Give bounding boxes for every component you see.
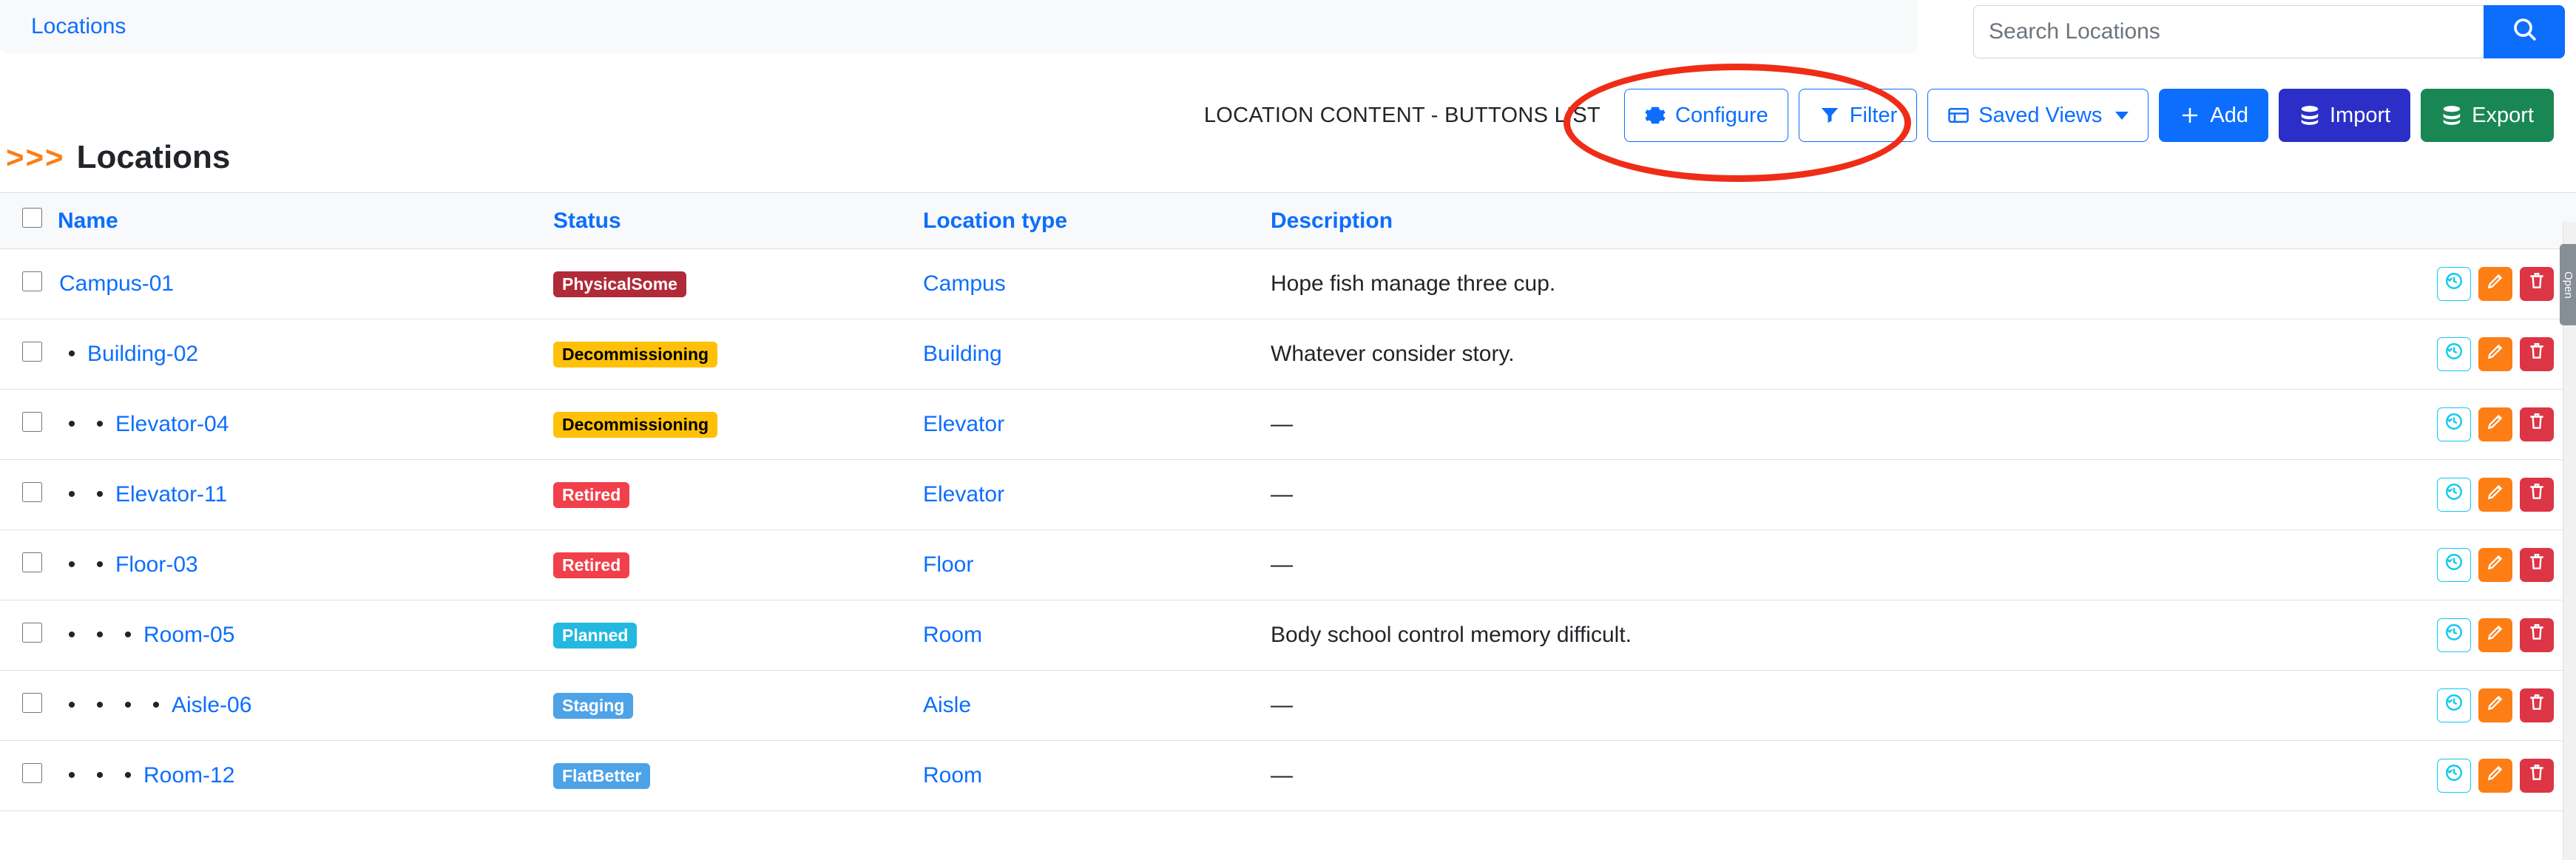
row-name-link[interactable]: Floor-03 (115, 552, 198, 577)
row-location-type-link[interactable]: Building (923, 342, 1002, 366)
row-action-group (2380, 688, 2576, 722)
search-bar (1973, 5, 2565, 58)
select-all-header (0, 193, 58, 249)
row-select-cell (0, 741, 58, 811)
row-description-cell: — (1271, 530, 2380, 600)
search-icon (2511, 16, 2538, 48)
delete-icon (2527, 342, 2546, 367)
row-actions-cell (2380, 390, 2576, 460)
row-location-type-cell (923, 671, 1271, 741)
import-label: Import (2329, 103, 2391, 127)
row-name-cell (58, 319, 553, 390)
edit-button[interactable] (2478, 548, 2512, 582)
column-header-description[interactable]: Description (1271, 193, 2380, 249)
row-description-cell: — (1271, 671, 2380, 741)
export-label: Export (2472, 103, 2534, 127)
delete-button[interactable] (2520, 688, 2554, 722)
row-name-cell (58, 600, 553, 671)
row-status-cell (553, 671, 923, 741)
delete-icon (2527, 271, 2546, 297)
table-row[interactable] (0, 460, 2576, 530)
row-description-cell: — (1271, 460, 2380, 530)
row-name-link[interactable]: Campus-01 (59, 271, 175, 296)
row-name-cell (58, 671, 553, 741)
row-location-type-link[interactable]: Aisle (923, 693, 972, 717)
row-location-type-cell (923, 249, 1271, 319)
locations-table (0, 192, 2576, 811)
row-checkbox[interactable] (22, 623, 42, 643)
table-row[interactable] (0, 390, 2576, 460)
gear-icon (1644, 104, 1666, 126)
delete-icon (2527, 412, 2546, 437)
history-button[interactable] (2437, 688, 2471, 722)
row-checkbox[interactable] (22, 693, 42, 713)
table-header-row (0, 193, 2576, 249)
table-row[interactable] (0, 671, 2576, 741)
table-row[interactable] (0, 249, 2576, 319)
row-location-type-link[interactable]: Elevator (923, 482, 1005, 507)
toolbar-watermark: LOCATION CONTENT - BUTTONS LIST (1203, 103, 1601, 127)
history-button[interactable] (2437, 267, 2471, 301)
filter-label: Filter (1849, 103, 1898, 127)
add-button[interactable] (2159, 89, 2268, 142)
row-location-type-link[interactable]: Elevator (923, 412, 1005, 436)
history-icon (2444, 271, 2464, 297)
row-actions-cell (2380, 249, 2576, 319)
row-checkbox[interactable] (22, 763, 42, 783)
row-status-cell (553, 249, 923, 319)
edit-icon (2486, 623, 2505, 648)
status-badge: Staging (553, 693, 633, 719)
edit-icon (2486, 763, 2505, 788)
row-checkbox[interactable] (22, 412, 42, 432)
row-select-cell (0, 319, 58, 390)
indent-dots: • • (67, 552, 104, 577)
export-button[interactable] (2421, 89, 2554, 142)
row-actions-cell (2380, 319, 2576, 390)
delete-button[interactable] (2520, 548, 2554, 582)
row-location-type-cell (923, 390, 1271, 460)
select-all-checkbox[interactable] (22, 208, 42, 228)
row-action-group (2380, 618, 2576, 652)
history-button[interactable] (2437, 548, 2471, 582)
indent-dots: • • • (67, 623, 132, 647)
chevron-down-icon (2115, 112, 2129, 120)
row-action-group (2380, 337, 2576, 371)
side-panel-tab[interactable]: Open (2560, 244, 2576, 325)
row-status-cell (553, 530, 923, 600)
history-button[interactable] (2437, 759, 2471, 793)
edit-icon (2486, 552, 2505, 578)
add-label: Add (2210, 103, 2248, 127)
row-status-cell (553, 390, 923, 460)
row-location-type-cell (923, 741, 1271, 811)
action-toolbar (0, 89, 2576, 142)
row-actions-cell (2380, 671, 2576, 741)
indent-dots: • • • (67, 763, 132, 788)
row-location-type-link[interactable]: Room (923, 763, 983, 788)
edit-icon (2486, 693, 2505, 718)
row-action-group (2380, 548, 2576, 582)
row-name-cell (58, 530, 553, 600)
history-icon (2444, 482, 2464, 507)
history-icon (2444, 763, 2464, 788)
history-button[interactable] (2437, 337, 2471, 371)
status-badge: FlatBetter (553, 763, 650, 789)
row-name-cell (58, 390, 553, 460)
row-actions-cell (2380, 530, 2576, 600)
table-row[interactable] (0, 319, 2576, 390)
row-location-type-cell (923, 530, 1271, 600)
row-name-link[interactable]: Aisle-06 (172, 693, 252, 717)
row-select-cell (0, 249, 58, 319)
saved-views-icon (1947, 104, 1970, 126)
saved-views-button[interactable] (1927, 89, 2149, 142)
column-header-status[interactable]: Status (553, 193, 923, 249)
breadcrumb (0, 0, 1918, 53)
breadcrumb-item-locations[interactable]: Locations (31, 14, 126, 38)
row-location-type-cell (923, 319, 1271, 390)
indent-dots: • (67, 342, 76, 366)
column-header-name[interactable]: Name (58, 193, 553, 249)
import-button[interactable] (2279, 89, 2410, 142)
history-button[interactable] (2437, 407, 2471, 441)
delete-icon (2527, 693, 2546, 718)
delete-button[interactable] (2520, 267, 2554, 301)
edit-button[interactable] (2478, 407, 2512, 441)
delete-icon (2527, 482, 2546, 507)
row-name-link[interactable]: Room-12 (143, 763, 235, 788)
configure-button[interactable] (1624, 89, 1788, 142)
delete-icon (2527, 552, 2546, 578)
row-location-type-cell (923, 460, 1271, 530)
row-action-group (2380, 267, 2576, 301)
status-badge: Decommissioning (553, 342, 717, 368)
status-badge: Planned (553, 623, 637, 649)
history-icon (2444, 623, 2464, 648)
indent-dots: • • (67, 412, 104, 436)
page-title-row (0, 139, 230, 176)
configure-label: Configure (1675, 103, 1768, 127)
row-location-type-link[interactable]: Room (923, 623, 983, 647)
row-checkbox[interactable] (22, 552, 42, 572)
row-description-cell: Whatever consider story. (1271, 319, 2380, 390)
indent-dots: • • (67, 482, 104, 507)
row-description-cell: Hope fish manage three cup. (1271, 249, 2380, 319)
filter-button[interactable] (1799, 89, 1917, 142)
status-badge: Decommissioning (553, 412, 717, 438)
import-icon (2299, 104, 2321, 126)
delete-button[interactable] (2520, 478, 2554, 512)
delete-button[interactable] (2520, 759, 2554, 793)
delete-button[interactable] (2520, 407, 2554, 441)
chevrons-icon: >>> (6, 140, 65, 175)
edit-button[interactable] (2478, 759, 2512, 793)
edit-button[interactable] (2478, 337, 2512, 371)
row-actions-cell (2380, 741, 2576, 811)
search-button[interactable] (2484, 5, 2565, 58)
edit-icon (2486, 342, 2505, 367)
plus-icon (2179, 104, 2201, 126)
table-row[interactable] (0, 530, 2576, 600)
delete-icon (2527, 763, 2546, 788)
indent-dots: • • • • (67, 693, 160, 717)
row-name-link[interactable]: Elevator-04 (115, 412, 229, 436)
row-select-cell (0, 600, 58, 671)
row-actions-cell (2380, 460, 2576, 530)
status-badge: Retired (553, 552, 629, 578)
saved-views-label: Saved Views (1978, 103, 2103, 127)
row-name-link[interactable]: Elevator-11 (115, 482, 228, 507)
row-status-cell (553, 319, 923, 390)
row-select-cell (0, 671, 58, 741)
row-actions-cell (2380, 600, 2576, 671)
edit-button[interactable] (2478, 688, 2512, 722)
status-badge: Retired (553, 482, 629, 508)
row-name-link[interactable]: Room-05 (143, 623, 235, 647)
history-button[interactable] (2437, 478, 2471, 512)
row-location-type-link[interactable]: Campus (923, 271, 1006, 296)
row-select-cell (0, 530, 58, 600)
row-action-group (2380, 759, 2576, 793)
export-icon (2441, 104, 2463, 126)
edit-button[interactable] (2478, 478, 2512, 512)
table-body (0, 249, 2576, 811)
row-location-type-link[interactable]: Floor (923, 552, 974, 577)
row-name-link[interactable]: Building-02 (87, 342, 199, 366)
table-row[interactable] (0, 741, 2576, 811)
row-description-cell: — (1271, 741, 2380, 811)
row-name-cell (58, 460, 553, 530)
delete-icon (2527, 623, 2546, 648)
row-description-cell: — (1271, 390, 2380, 460)
row-description-cell: Body school control memory difficult. (1271, 600, 2380, 671)
row-checkbox[interactable] (22, 482, 42, 502)
history-icon (2444, 552, 2464, 578)
row-status-cell (553, 741, 923, 811)
delete-button[interactable] (2520, 337, 2554, 371)
edit-icon (2486, 271, 2505, 297)
filter-icon (1819, 104, 1841, 126)
column-header-location-type[interactable]: Location type (923, 193, 1271, 249)
row-action-group (2380, 407, 2576, 441)
edit-icon (2486, 482, 2505, 507)
table-row[interactable] (0, 600, 2576, 671)
row-select-cell (0, 390, 58, 460)
status-badge: PhysicalSome (553, 271, 686, 297)
row-name-cell (58, 249, 553, 319)
row-select-cell (0, 460, 58, 530)
row-status-cell (553, 460, 923, 530)
edit-button[interactable] (2478, 267, 2512, 301)
row-checkbox[interactable] (22, 271, 42, 291)
row-checkbox[interactable] (22, 342, 42, 362)
history-button[interactable] (2437, 618, 2471, 652)
delete-button[interactable] (2520, 618, 2554, 652)
table-header (0, 193, 2576, 249)
page-title: Locations (76, 139, 231, 175)
edit-button[interactable] (2478, 618, 2512, 652)
top-bar (0, 0, 2576, 65)
history-icon (2444, 412, 2464, 437)
history-icon (2444, 693, 2464, 718)
history-icon (2444, 342, 2464, 367)
row-status-cell (553, 600, 923, 671)
edit-icon (2486, 412, 2505, 437)
row-location-type-cell (923, 600, 1271, 671)
column-header-actions (2380, 193, 2576, 249)
row-name-cell (58, 741, 553, 811)
row-action-group (2380, 478, 2576, 512)
search-input[interactable] (1973, 5, 2484, 58)
